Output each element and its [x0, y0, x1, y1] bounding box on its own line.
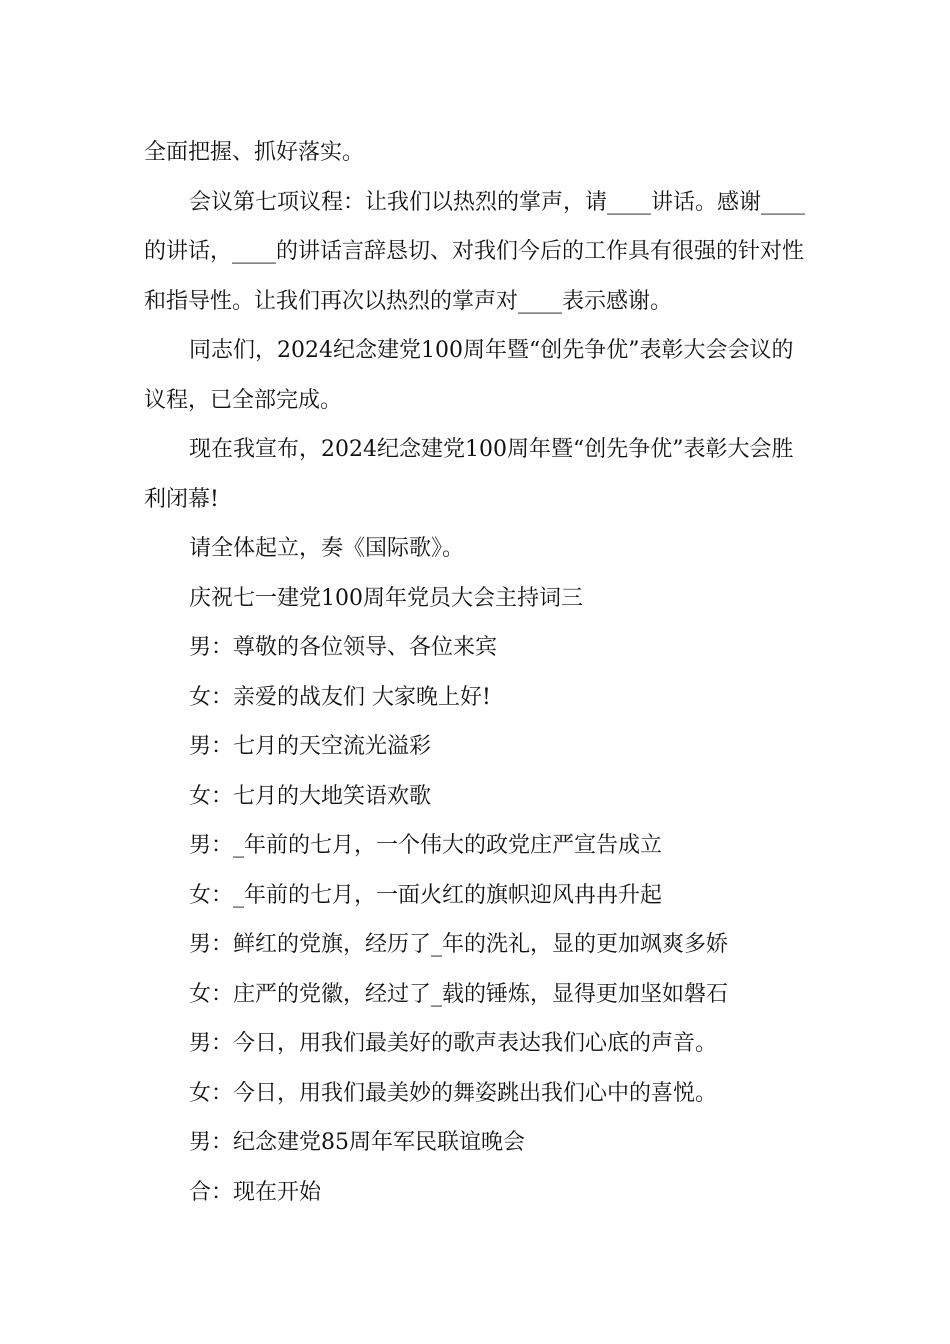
dialogue-line: 男：鲜红的党旗，经历了_年的洗礼，显的更加飒爽多娇	[189, 932, 729, 957]
dialogue-line: 男：_年前的七月，一个伟大的政党庄严宣告成立	[189, 833, 663, 858]
dialogue-line: 女：_年前的七月，一面火红的旗帜迎风冉冉升起	[189, 882, 663, 908]
dialogue-line: 男：纪念建党85周年军民联谊晚会	[189, 1130, 525, 1155]
dialogue-line: 男：今日，用我们最美好的歌声表达我们心底的声音。	[189, 1031, 718, 1056]
paragraph-5: 请全体起立，奏《国际歌》。	[189, 536, 465, 561]
paragraph-2: 会议第七项议程：让我们以热烈的掌声，请____讲话。感谢____的讲话，____的讲话言辞恳切、对我们今后的工作具有很强的针对性和指导性。让我们再次以热烈的掌声对____表示感谢。	[144, 189, 806, 314]
dialogue-line: 合：现在开始	[189, 1179, 322, 1205]
paragraph-3: 同志们，2024纪念建党100周年暨“创先争优”表彰大会会议的议程，已全部完成。	[144, 338, 794, 413]
section-heading: 庆祝七一建党100周年党员大会主持词三	[189, 585, 583, 611]
dialogue-line: 男：七月的天空流光溢彩	[189, 734, 432, 759]
paragraph-1: 全面把握、抓好落实。	[144, 140, 365, 165]
dialogue-line: 女：今日，用我们最美妙的舞姿跳出我们心中的喜悦。	[189, 1080, 718, 1106]
dialogue-line: 女：亲爱的战友们 大家晚上好!	[189, 684, 491, 710]
dialogue-line: 女：庄严的党徽，经过了_载的锤炼，显得更加坚如磐石	[189, 981, 729, 1007]
dialogue-line: 女：七月的大地笑语欢歌	[189, 783, 432, 809]
dialogue-line: 男：尊敬的各位领导、各位来宾	[189, 635, 498, 660]
paragraph-4: 现在我宣布，2024纪念建党100周年暨“创先争优”表彰大会胜利闭幕!	[144, 437, 794, 512]
